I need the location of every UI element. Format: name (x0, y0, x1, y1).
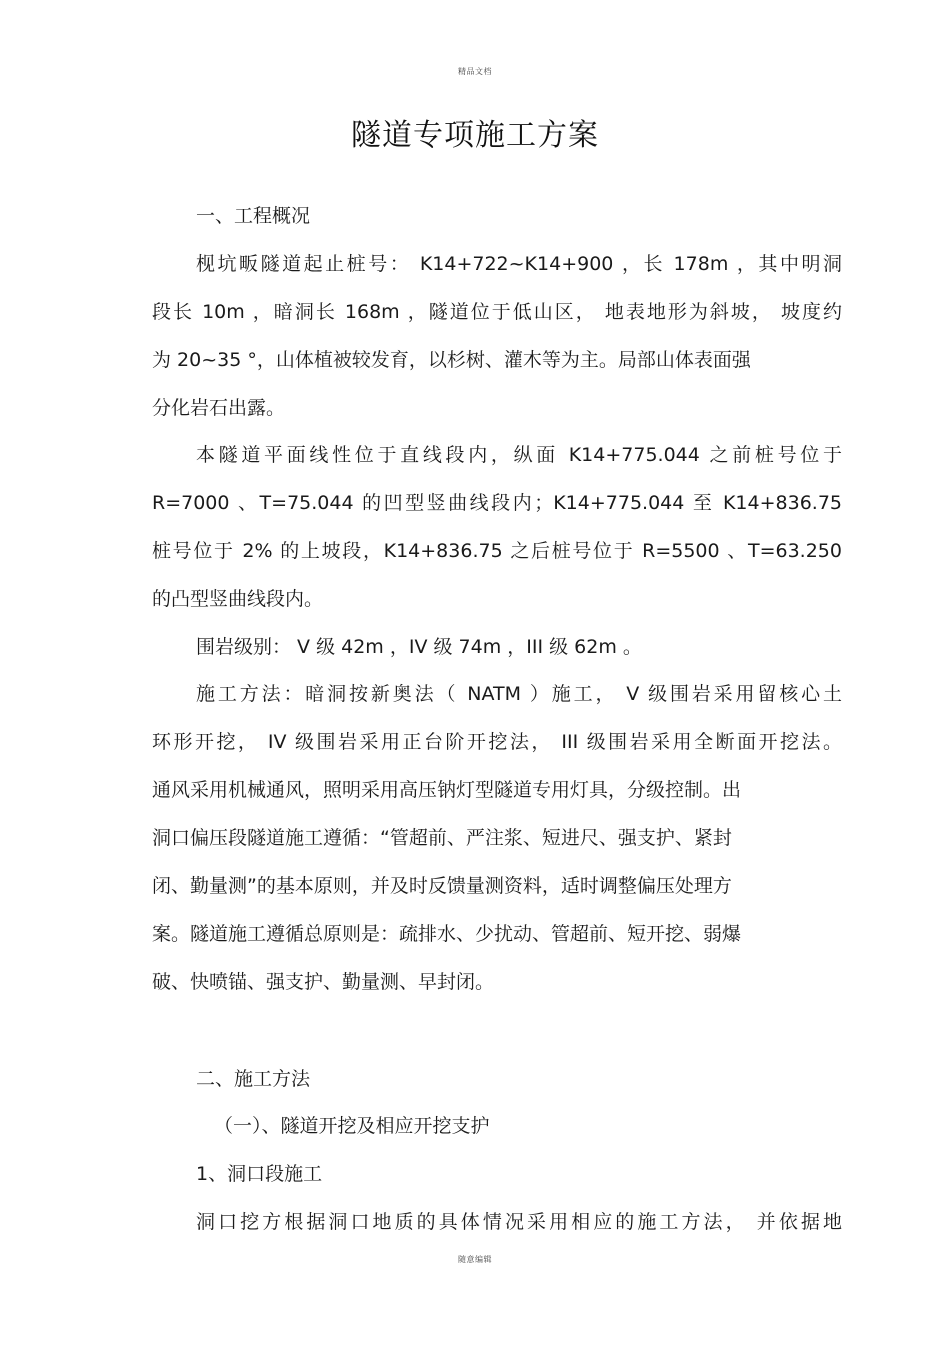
paragraph-line: 通风采用机械通风，照明采用高压钠灯型隧道专用灯具，分级控制。出 (152, 779, 742, 801)
paragraph-line: 案。隧道施工遵循总原则是：疏排水、少扰动、管超前、短开挖、弱爆 (152, 923, 742, 945)
item-heading: 1、洞口段施工 (196, 1163, 323, 1185)
document-title: 隧道专项施工方案 (351, 118, 599, 153)
paragraph-line: 围岩级别： V 级 42m ，IV 级 74m ，III 级 62m 。 (196, 636, 642, 658)
subsection-heading: （一）、隧道开挖及相应开挖支护 (214, 1115, 490, 1137)
footer-watermark: 随意编辑 (458, 1255, 492, 1264)
paragraph-line: R=7000 、T=75.044 的凹型竖曲线段内；K14+775.044 至 K14+836.75 (152, 492, 842, 514)
paragraph-line: 施工方法：暗洞按新奥法（ NATM ）施工， V 级围岩采用留核心土 (196, 683, 842, 705)
paragraph-line: 本隧道平面线性位于直线段内，纵面 K14+775.044 之前桩号位于 (196, 444, 842, 466)
paragraph-line: 桩号位于 2% 的上坡段，K14+836.75 之后桩号位于 R=5500 、T=63.250 (152, 540, 842, 562)
paragraph-line: 段长 10m ，暗洞长 168m ，隧道位于低山区， 地表地形为斜坡， 坡度约 (152, 301, 842, 323)
paragraph-line: 洞口挖方根据洞口地质的具体情况采用相应的施工方法， 并依据地 (196, 1211, 842, 1233)
paragraph-line: 洞口偏压段隧道施工遵循：“管超前、严注浆、短进尺、强支护、紧封 (152, 827, 732, 849)
header-watermark: 精品文档 (458, 67, 492, 76)
paragraph-line: 为 20~35 °，山体植被较发育，以杉树、灌木等为主。局部山体表面强 (152, 349, 751, 371)
paragraph-line: 分化岩石出露。 (152, 397, 286, 419)
section-heading-1: 一、工程概况 (196, 205, 311, 227)
paragraph-line: 的凸型竖曲线段内。 (152, 588, 324, 610)
paragraph-line: 枧坑畈隧道起止桩号： K14+722~K14+900 ，长 178m ，其中明洞 (196, 253, 842, 275)
paragraph-line: 破、快喷锚、强支护、勤量测、早封闭。 (152, 971, 495, 993)
section-heading-2: 二、施工方法 (196, 1068, 311, 1090)
paragraph-line: 环形开挖， IV 级围岩采用正台阶开挖法， III 级围岩采用全断面开挖法。 (152, 731, 842, 753)
paragraph-line: 闭、勤量测”的基本原则，并及时反馈量测资料，适时调整偏压处理方 (152, 875, 732, 897)
